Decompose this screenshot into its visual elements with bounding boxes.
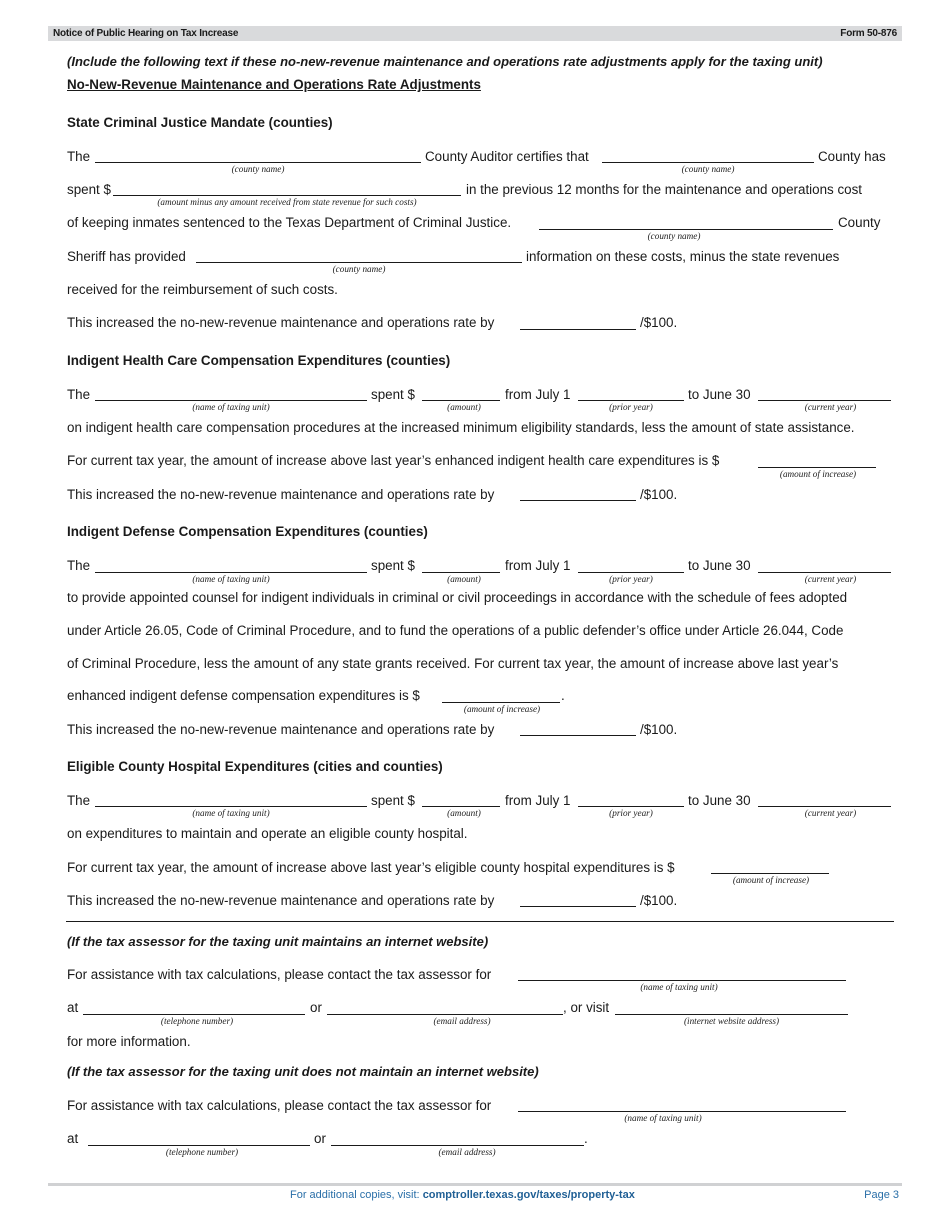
email-blank[interactable]	[327, 1014, 563, 1015]
assist-text: or	[314, 1131, 326, 1146]
form-header-bar	[48, 26, 902, 41]
amount-blank[interactable]	[422, 572, 500, 573]
field-caption: (name of taxing unit)	[192, 808, 270, 818]
county-name-blank[interactable]	[196, 262, 522, 263]
field-caption: (email address)	[438, 1147, 496, 1157]
rate-blank[interactable]	[520, 906, 636, 907]
field-caption: (amount of increase)	[463, 704, 541, 714]
prior-year-blank[interactable]	[578, 400, 684, 401]
form-title: Notice of Public Hearing on Tax Increase	[53, 28, 239, 39]
health-heading: Indigent Health Care Compensation Expenditures (counties)	[67, 353, 451, 368]
rate-text: This increased the no-new-revenue maintenance and operations rate by	[67, 487, 495, 502]
rate-unit: /$100.	[640, 487, 678, 502]
field-caption: (county name)	[647, 231, 701, 241]
rate-text: This increased the no-new-revenue maintenance and operations rate by	[67, 893, 495, 908]
hospital-text: For current tax year, the amount of increase above last year’s eligible county hospital expenditures is $	[67, 860, 675, 875]
assist-text: at	[67, 1000, 79, 1015]
hospital-text: spent $	[371, 793, 415, 808]
prior-year-blank[interactable]	[578, 806, 684, 807]
health-text: to June 30	[688, 387, 751, 402]
taxing-unit-blank[interactable]	[518, 980, 846, 981]
field-caption: (telephone number)	[165, 1147, 239, 1157]
rate-unit: /$100.	[640, 893, 678, 908]
field-caption: (county name)	[231, 164, 285, 174]
footer-copies	[290, 1188, 635, 1202]
intro-instruction: (Include the following text if these no-new-revenue maintenance and operations rate adjustments apply for the taxing unit)	[67, 54, 823, 69]
criminal-text: in the previous 12 months for the maintenance and operations cost	[466, 182, 863, 197]
field-caption: (amount)	[447, 402, 481, 412]
rate-blank[interactable]	[520, 500, 636, 501]
current-year-blank[interactable]	[758, 806, 891, 807]
taxing-unit-blank[interactable]	[95, 572, 367, 573]
defense-text: enhanced indigent defense compensation expenditures is $	[67, 688, 420, 703]
field-caption: (name of taxing unit)	[192, 574, 270, 584]
current-year-blank[interactable]	[758, 572, 891, 573]
criminal-text: County Auditor certifies that	[425, 149, 589, 164]
field-caption: (name of taxing unit)	[624, 1113, 702, 1123]
field-caption: (amount minus any amount received from state revenue for such costs)	[157, 197, 417, 207]
field-caption: (amount)	[447, 574, 481, 584]
county-name-blank[interactable]	[602, 162, 814, 163]
county-name-blank[interactable]	[539, 229, 833, 230]
current-year-blank[interactable]	[758, 400, 891, 401]
defense-heading: Indigent Defense Compensation Expenditures (counties)	[67, 524, 428, 539]
field-caption: (amount of increase)	[779, 469, 857, 479]
hospital-text: from July 1	[505, 793, 571, 808]
field-caption: (amount of increase)	[732, 875, 810, 885]
amount-blank[interactable]	[113, 195, 461, 196]
assist-text: at	[67, 1131, 79, 1146]
criminal-text: County	[838, 215, 881, 230]
taxing-unit-blank[interactable]	[518, 1111, 846, 1112]
amount-blank[interactable]	[422, 806, 500, 807]
field-caption: (prior year)	[609, 402, 653, 412]
footer-divider	[48, 1183, 902, 1186]
rate-text: This increased the no-new-revenue maintenance and operations rate by	[67, 315, 495, 330]
rate-unit: /$100.	[640, 315, 678, 330]
hospital-text: The	[67, 793, 91, 808]
defense-text: of Criminal Procedure, less the amount of any state grants received. For current tax year, the amount of increase above last year’s	[67, 656, 839, 671]
field-caption: (current year)	[804, 808, 857, 818]
field-caption: (name of taxing unit)	[640, 982, 718, 992]
defense-text: .	[561, 688, 565, 703]
section-divider	[66, 921, 894, 922]
defense-text: The	[67, 558, 91, 573]
form-number: Form 50-876	[840, 28, 897, 39]
health-text: from July 1	[505, 387, 571, 402]
hospital-heading: Eligible County Hospital Expenditures (cities and counties)	[67, 759, 443, 774]
assist-text: For assistance with tax calculations, please contact the tax assessor for	[67, 1098, 492, 1113]
assist-text: .	[584, 1131, 588, 1146]
telephone-blank[interactable]	[88, 1145, 310, 1146]
taxing-unit-blank[interactable]	[95, 400, 367, 401]
defense-text: from July 1	[505, 558, 571, 573]
email-blank[interactable]	[331, 1145, 584, 1146]
prior-year-blank[interactable]	[578, 572, 684, 573]
field-caption: (telephone number)	[160, 1016, 234, 1026]
defense-text: to provide appointed counsel for indigent individuals in criminal or civil proceedings in accordance with the schedule of fees adopted	[67, 590, 848, 605]
increase-blank[interactable]	[711, 873, 829, 874]
field-caption: (current year)	[804, 574, 857, 584]
field-caption: (county name)	[332, 264, 386, 274]
field-caption: (internet website address)	[683, 1016, 780, 1026]
defense-text: spent $	[371, 558, 415, 573]
section-heading: No-New-Revenue Maintenance and Operations Rate Adjustments	[67, 77, 481, 92]
rate-unit: /$100.	[640, 722, 678, 737]
defense-text: to June 30	[688, 558, 751, 573]
criminal-text: of keeping inmates sentenced to the Texas Department of Criminal Justice.	[67, 215, 512, 230]
taxing-unit-blank[interactable]	[95, 806, 367, 807]
field-caption: (prior year)	[609, 574, 653, 584]
assist-text: or	[310, 1000, 322, 1015]
criminal-text: information on these costs, minus the state revenues	[526, 249, 840, 264]
criminal-text: County has	[818, 149, 886, 164]
increase-blank[interactable]	[442, 702, 560, 703]
defense-text: under Article 26.05, Code of Criminal Procedure, and to fund the operations of a public defender’s office under Article 26.044, Code	[67, 623, 844, 638]
field-caption: (current year)	[804, 402, 857, 412]
field-caption: (email address)	[433, 1016, 491, 1026]
criminal-text: The	[67, 149, 91, 164]
field-caption: (prior year)	[609, 808, 653, 818]
rate-text: This increased the no-new-revenue maintenance and operations rate by	[67, 722, 495, 737]
rate-blank[interactable]	[520, 735, 636, 736]
footer-prefix: For additional copies, visit:	[290, 1189, 420, 1201]
no-website-instruction: (If the tax assessor for the taxing unit does not maintain an internet website)	[67, 1064, 539, 1079]
field-caption: (county name)	[681, 164, 735, 174]
health-text: spent $	[371, 387, 415, 402]
criminal-text: received for the reimbursement of such costs.	[67, 282, 338, 297]
rate-blank[interactable]	[520, 329, 636, 330]
page-number: Page 3	[864, 1189, 899, 1201]
increase-blank[interactable]	[758, 467, 876, 468]
hospital-text: on expenditures to maintain and operate an eligible county hospital.	[67, 826, 468, 841]
health-text: on indigent health care compensation procedures at the increased minimum eligibility standards, less the amount of state assistance.	[67, 420, 855, 435]
telephone-blank[interactable]	[83, 1014, 305, 1015]
assist-text: for more information.	[67, 1034, 191, 1049]
amount-blank[interactable]	[422, 400, 500, 401]
website-blank[interactable]	[615, 1014, 848, 1015]
criminal-text: spent $	[67, 182, 111, 197]
assist-text: For assistance with tax calculations, please contact the tax assessor for	[67, 967, 492, 982]
footer-link[interactable]: comptroller.texas.gov/taxes/property-tax	[422, 1189, 635, 1201]
field-caption: (amount)	[447, 808, 481, 818]
website-instruction: (If the tax assessor for the taxing unit maintains an internet website)	[67, 934, 489, 949]
health-text: For current tax year, the amount of increase above last year’s enhanced indigent health care expenditures is $	[67, 453, 720, 468]
field-caption: (name of taxing unit)	[192, 402, 270, 412]
hospital-text: to June 30	[688, 793, 751, 808]
criminal-text: Sheriff has provided	[67, 249, 186, 264]
health-text: The	[67, 387, 91, 402]
county-name-blank[interactable]	[95, 162, 421, 163]
assist-text: , or visit	[563, 1000, 610, 1015]
criminal-heading: State Criminal Justice Mandate (counties)	[67, 115, 333, 130]
